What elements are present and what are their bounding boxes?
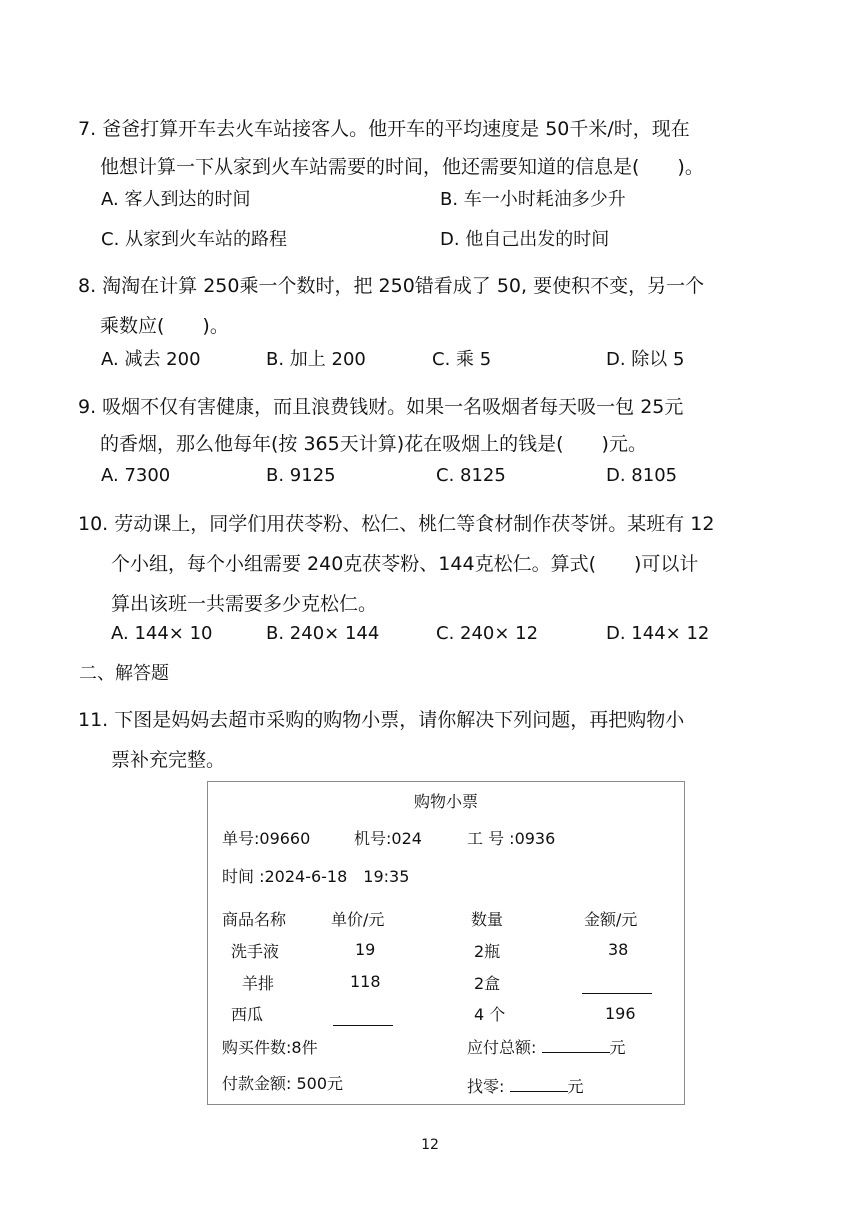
header-item-name: 商品名称 bbox=[222, 910, 287, 929]
q8-option-d: D. 除以 5 bbox=[606, 349, 685, 370]
change-unit: 元 bbox=[567, 1077, 584, 1096]
row2-price: 118 bbox=[350, 972, 381, 991]
total-due-label: 应付总额: bbox=[467, 1038, 537, 1057]
row1-price: 19 bbox=[355, 940, 376, 959]
page-number: 12 bbox=[421, 1137, 439, 1153]
q10-option-b: B. 240× 144 bbox=[266, 623, 380, 644]
receipt-total-due bbox=[467, 1040, 626, 1056]
q10-line3: 算出该班一共需要多少克松仁。 bbox=[111, 593, 378, 615]
row2-qty: 2盒 bbox=[474, 974, 501, 993]
row1-amount: 38 bbox=[608, 940, 629, 959]
q10-option-c: C. 240× 12 bbox=[436, 623, 539, 644]
row1-name: 洗手液 bbox=[231, 942, 280, 961]
q11-line1: 11. 下图是妈妈去超市采购的购物小票，请你解决下列问题，再把购物小 bbox=[78, 709, 685, 731]
q8-option-c: C. 乘 5 bbox=[432, 349, 492, 370]
q9-option-d: D. 8105 bbox=[606, 465, 678, 486]
q7-option-c: C. 从家到火车站的路程 bbox=[101, 229, 288, 250]
header-unit-price: 单价/元 bbox=[331, 910, 385, 929]
q10-option-d: D. 144× 12 bbox=[606, 623, 710, 644]
q9-option-a: A. 7300 bbox=[101, 465, 171, 486]
change-blank[interactable] bbox=[510, 1091, 568, 1092]
q9-line2: 的香烟，那么他每年(按 365天计算)花在吸烟上的钱是( )元。 bbox=[100, 433, 647, 455]
receipt-machine-no: 机号:024 bbox=[354, 829, 422, 848]
row1-qty: 2瓶 bbox=[474, 942, 501, 961]
q8-option-b: B. 加上 200 bbox=[266, 349, 366, 370]
q9-line1: 9. 吸烟不仅有害健康，而且浪费钱财。如果一名吸烟者每天吸一包 25元 bbox=[78, 396, 684, 418]
receipt-order-no: 单号:09660 bbox=[222, 829, 311, 848]
row3-price-blank[interactable] bbox=[333, 1025, 393, 1026]
q8-line2: 乘数应( )。 bbox=[100, 315, 229, 337]
header-quantity: 数量 bbox=[471, 910, 504, 929]
q9-option-b: B. 9125 bbox=[266, 465, 336, 486]
q7-option-b: B. 车一小时耗油多少升 bbox=[440, 189, 626, 210]
section-heading: 二、解答题 bbox=[79, 663, 169, 684]
change-label: 找零: bbox=[467, 1077, 505, 1096]
receipt-paid: 付款金额: 500元 bbox=[222, 1074, 344, 1093]
q10-option-a: A. 144× 10 bbox=[111, 623, 213, 644]
total-due-blank[interactable] bbox=[542, 1052, 610, 1053]
row3-amount: 196 bbox=[605, 1004, 636, 1023]
receipt-items-count: 购买件数:8件 bbox=[222, 1038, 318, 1057]
header-amount: 金额/元 bbox=[584, 910, 638, 929]
q7-line2: 他想计算一下从家到火车站需要的时间，他还需要知道的信息是( )。 bbox=[100, 156, 704, 178]
q10-line2: 个小组，每个小组需要 240克茯苓粉、144克松仁。算式( )可以计 bbox=[111, 553, 699, 575]
q7-option-d: D. 他自己出发的时间 bbox=[440, 229, 610, 250]
receipt-title: 购物小票 bbox=[413, 792, 478, 811]
q9-option-c: C. 8125 bbox=[436, 465, 506, 486]
q8-line1: 8. 淘淘在计算 250乘一个数时，把 250错看成了 50, 要使积不变，另一个 bbox=[78, 275, 705, 297]
q11-line2: 票补充完整。 bbox=[111, 749, 226, 771]
q7-line1: 7. 爸爸打算开车去火车站接客人。他开车的平均速度是 50千米/时，现在 bbox=[78, 118, 690, 140]
receipt-change bbox=[467, 1079, 584, 1095]
shopping-receipt bbox=[207, 781, 685, 1105]
row3-qty: 4 个 bbox=[474, 1005, 506, 1024]
q8-option-a: A. 减去 200 bbox=[101, 349, 201, 370]
receipt-staff-no: 工 号 :0936 bbox=[467, 829, 556, 848]
row2-amount-blank[interactable] bbox=[582, 993, 652, 994]
q10-line1: 10. 劳动课上，同学们用茯苓粉、松仁、桃仁等食材制作茯苓饼。某班有 12 bbox=[78, 513, 715, 535]
row2-name: 羊排 bbox=[242, 974, 275, 993]
q7-option-a: A. 客人到达的时间 bbox=[101, 189, 251, 210]
total-due-unit: 元 bbox=[609, 1038, 626, 1057]
row3-name: 西瓜 bbox=[231, 1005, 264, 1024]
receipt-time: 时间 :2024-6-18 19:35 bbox=[222, 867, 410, 886]
